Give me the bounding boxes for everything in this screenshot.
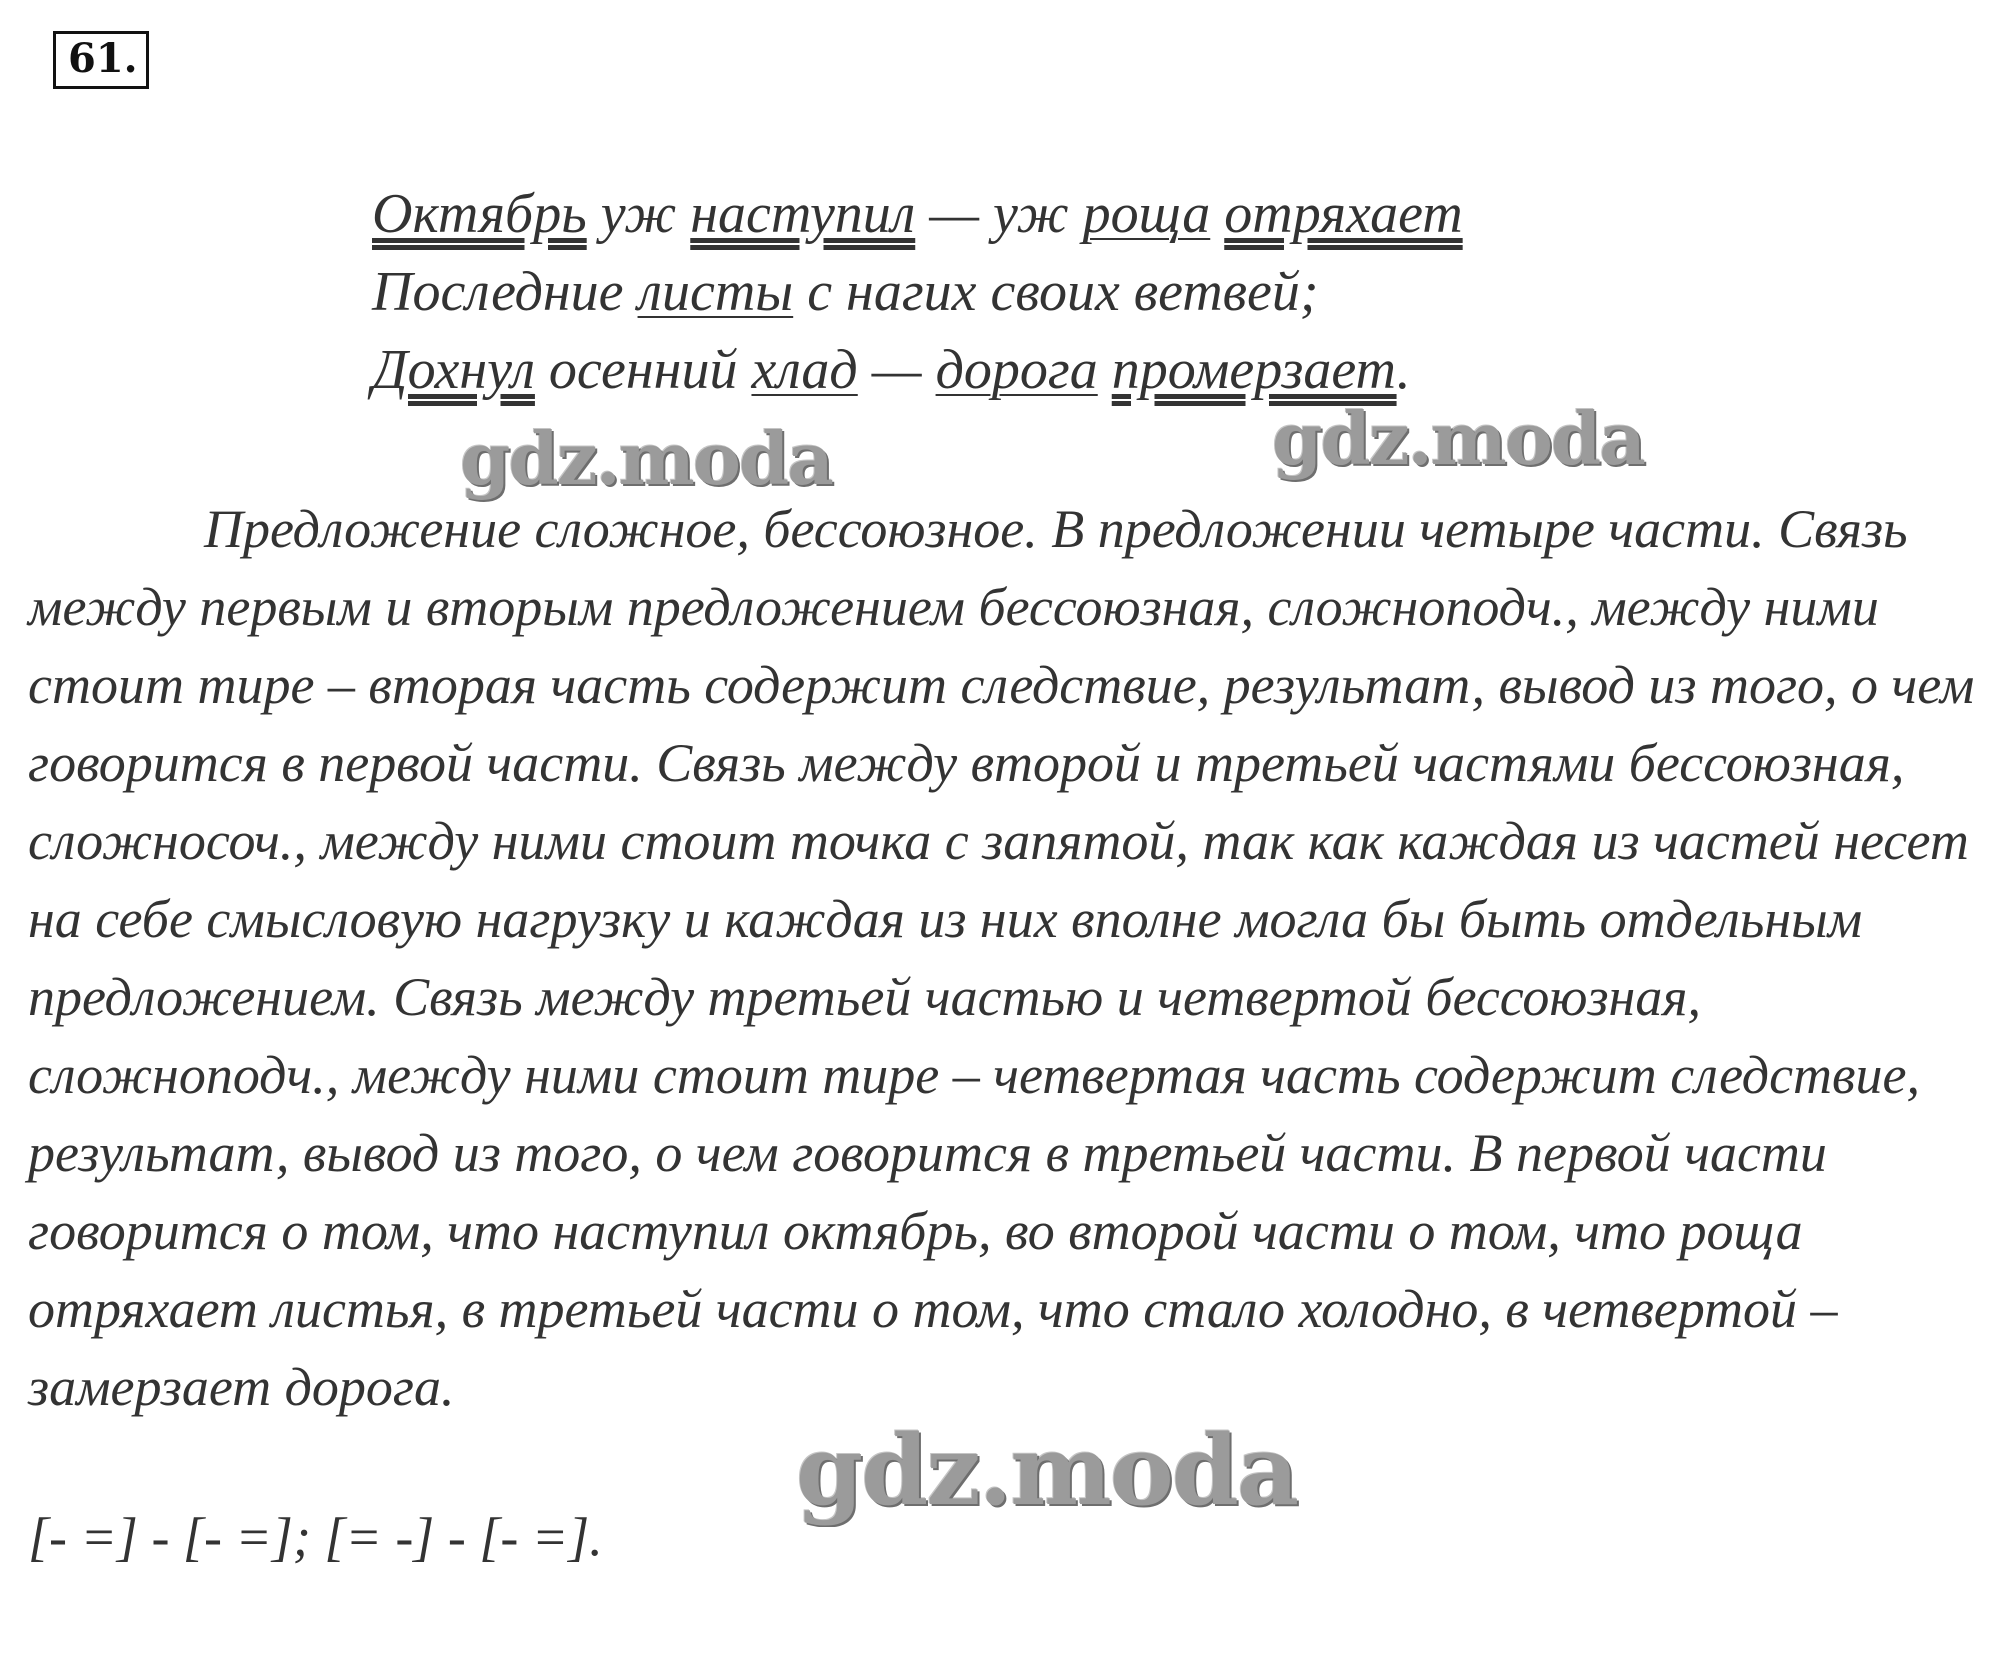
poem-word: листы [637,261,794,323]
poem-word: отряхает [1224,183,1463,245]
watermark: gdz.moda [796,1414,1298,1527]
sentence-scheme: [- =] - [- =]; [= -] - [- =]. [28,1507,603,1567]
poem-excerpt [372,175,1463,409]
poem-word: Дохнул [372,339,535,401]
poem-text [1098,339,1112,401]
answer-text-block [28,490,1988,1426]
poem-text: . [1396,339,1411,401]
poem-line-2 [372,253,1463,331]
poem-text: с нагих своих ветвей; [793,261,1319,323]
poem-word: хлад [751,339,858,401]
poem-word: роща [1082,183,1211,245]
poem-word: наступил [690,183,916,245]
poem-word: дорога [935,339,1098,401]
poem-text [1210,183,1224,245]
poem-text: осенний [534,339,752,401]
poem-text: — [857,339,936,401]
watermark: gdz.moda [1272,396,1644,481]
task-number: 61. [53,31,149,89]
poem-text: — уж [915,183,1083,245]
watermark: gdz.moda [460,416,832,501]
poem-word: промерзает [1111,339,1397,401]
poem-text: уж [586,183,691,245]
answer-paragraph: Предложение сложное, бессоюзное. В предложении четыре части. Связь между первым и вторым предложением бессоюзная, сложноподч., между ними стоит тире – вторая часть содержит следствие, результат, вывод из того, о чем говорится в первой части. Связь между второй и третьей частями бессоюзная, сложносоч., между ними стоит точка с запятой, так как каждая из частей несет на себе смысловую нагрузку и каждая из них вполне могла бы быть отдельным предложением. Связь между третьей частью и четвертой бессоюзная, сложноподч., между ними стоит тире – четвертая часть содержит следствие, результат, вывод из того, о чем говорится в третьей части. В первой части говорится о том, что наступил октябрь, во второй части о том, что роща отряхает листья, в третьей части о том, что стало холодно, в четвертой – замерзает дорога. [28,499,1975,1417]
poem-line-1 [372,175,1463,253]
poem-text: Последние [372,261,638,323]
poem-word: Октябрь [372,183,587,245]
